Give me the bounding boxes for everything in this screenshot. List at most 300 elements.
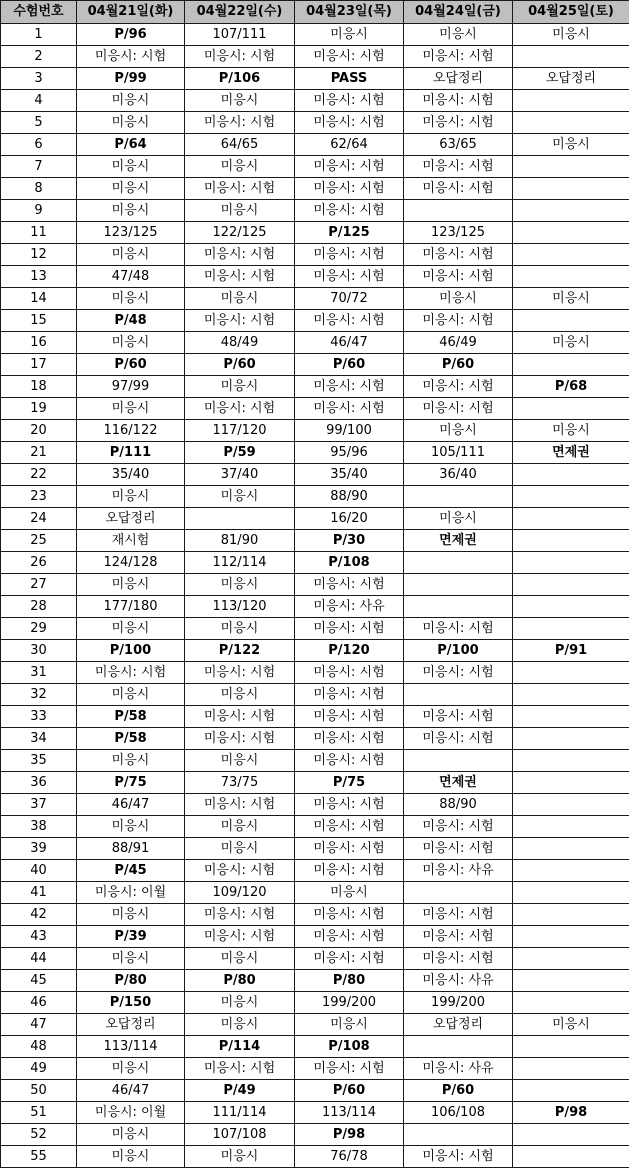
result-cell: 미응시 xyxy=(185,90,295,112)
result-cell: 미응시 xyxy=(77,574,185,596)
table-body xyxy=(1,24,629,1168)
result-cell: 미응시: 시험 xyxy=(295,178,404,200)
result-cell: 76/78 xyxy=(295,1146,404,1168)
exam-number-cell: 35 xyxy=(1,750,77,772)
table-row xyxy=(1,750,629,772)
result-cell xyxy=(404,882,513,904)
result-cell: P/75 xyxy=(77,772,185,794)
result-cell xyxy=(513,266,629,288)
result-cell xyxy=(513,310,629,332)
result-cell: P/75 xyxy=(295,772,404,794)
table-row xyxy=(1,552,629,574)
result-cell: P/106 xyxy=(185,68,295,90)
result-cell: P/58 xyxy=(77,728,185,750)
exam-number-cell: 14 xyxy=(1,288,77,310)
result-cell: 미응시: 시험 xyxy=(404,266,513,288)
result-cell xyxy=(513,244,629,266)
table-row xyxy=(1,1146,629,1168)
result-cell: 미응시 xyxy=(185,1014,295,1036)
exam-number-cell: 11 xyxy=(1,222,77,244)
result-cell: 미응시 xyxy=(295,882,404,904)
result-cell: 미응시: 시험 xyxy=(295,244,404,266)
result-cell: 면제권 xyxy=(404,530,513,552)
result-cell: 107/108 xyxy=(185,1124,295,1146)
result-cell: 미응시 xyxy=(77,1146,185,1168)
result-cell: P/39 xyxy=(77,926,185,948)
result-cell: 미응시: 시험 xyxy=(295,728,404,750)
result-cell: P/30 xyxy=(295,530,404,552)
header-date-0423: 04월23일(목) xyxy=(295,1,404,24)
exam-number-cell: 51 xyxy=(1,1102,77,1124)
result-cell: P/150 xyxy=(77,992,185,1014)
table-row xyxy=(1,90,629,112)
result-cell: 미응시: 시험 xyxy=(185,662,295,684)
table-row xyxy=(1,1058,629,1080)
result-cell: 16/20 xyxy=(295,508,404,530)
result-cell: 113/114 xyxy=(295,1102,404,1124)
result-cell: 미응시: 시험 xyxy=(295,926,404,948)
result-cell: 미응시: 시험 xyxy=(404,1146,513,1168)
result-cell xyxy=(513,596,629,618)
result-cell xyxy=(513,574,629,596)
result-cell: 35/40 xyxy=(295,464,404,486)
table-row xyxy=(1,618,629,640)
result-cell: P/80 xyxy=(185,970,295,992)
result-cell xyxy=(513,354,629,376)
result-cell xyxy=(513,728,629,750)
result-cell: 미응시 xyxy=(404,24,513,46)
result-cell: 미응시: 시험 xyxy=(77,662,185,684)
result-cell: 미응시: 시험 xyxy=(295,838,404,860)
result-cell xyxy=(404,750,513,772)
table-row xyxy=(1,1080,629,1102)
exam-number-cell: 46 xyxy=(1,992,77,1014)
table-row xyxy=(1,662,629,684)
result-cell: 미응시 xyxy=(77,816,185,838)
result-cell: 미응시: 시험 xyxy=(404,618,513,640)
table-row xyxy=(1,354,629,376)
table-row xyxy=(1,904,629,926)
result-cell: 미응시 xyxy=(185,948,295,970)
result-cell: P/98 xyxy=(295,1124,404,1146)
result-cell: 미응시 xyxy=(185,1146,295,1168)
table-row xyxy=(1,442,629,464)
result-cell: 113/120 xyxy=(185,596,295,618)
result-cell xyxy=(404,200,513,222)
exam-number-cell: 18 xyxy=(1,376,77,398)
exam-number-cell: 42 xyxy=(1,904,77,926)
result-cell xyxy=(513,222,629,244)
result-cell: 면제권 xyxy=(513,442,629,464)
result-cell: 미응시: 시험 xyxy=(185,310,295,332)
result-cell: 미응시: 시험 xyxy=(77,46,185,68)
exam-number-cell: 3 xyxy=(1,68,77,90)
result-cell: 미응시: 시험 xyxy=(295,618,404,640)
result-cell: P/60 xyxy=(185,354,295,376)
result-cell: 35/40 xyxy=(77,464,185,486)
result-cell: 미응시: 시험 xyxy=(295,816,404,838)
result-cell: P/58 xyxy=(77,706,185,728)
result-cell: 미응시: 시험 xyxy=(295,904,404,926)
exam-number-cell: 23 xyxy=(1,486,77,508)
exam-number-cell: 16 xyxy=(1,332,77,354)
result-cell: 미응시: 시험 xyxy=(404,376,513,398)
result-cell: 46/47 xyxy=(77,794,185,816)
table-row xyxy=(1,288,629,310)
result-cell xyxy=(513,948,629,970)
exam-number-cell: 5 xyxy=(1,112,77,134)
result-cell: 오답정리 xyxy=(404,1014,513,1036)
table-row xyxy=(1,134,629,156)
result-cell: P/60 xyxy=(77,354,185,376)
exam-number-cell: 8 xyxy=(1,178,77,200)
result-cell: 미응시: 시험 xyxy=(404,310,513,332)
exam-number-cell: 2 xyxy=(1,46,77,68)
result-cell: 62/64 xyxy=(295,134,404,156)
table-row xyxy=(1,1014,629,1036)
result-cell: 미응시: 시험 xyxy=(404,948,513,970)
result-cell xyxy=(513,156,629,178)
result-cell: 미응시: 시험 xyxy=(295,90,404,112)
table-row xyxy=(1,574,629,596)
result-cell: 미응시: 시험 xyxy=(185,860,295,882)
table-row xyxy=(1,728,629,750)
exam-number-cell: 25 xyxy=(1,530,77,552)
header-row xyxy=(1,1,629,24)
result-cell: 미응시 xyxy=(185,684,295,706)
result-cell: 미응시: 시험 xyxy=(185,728,295,750)
table-row xyxy=(1,530,629,552)
result-cell: 미응시 xyxy=(513,24,629,46)
result-cell: 미응시 xyxy=(77,244,185,266)
result-cell: 미응시 xyxy=(77,112,185,134)
result-cell: P/45 xyxy=(77,860,185,882)
result-cell: 47/48 xyxy=(77,266,185,288)
result-cell xyxy=(513,552,629,574)
result-cell xyxy=(404,684,513,706)
result-cell: 97/99 xyxy=(77,376,185,398)
result-cell: 미응시 xyxy=(185,750,295,772)
result-cell: P/100 xyxy=(404,640,513,662)
result-cell: 48/49 xyxy=(185,332,295,354)
result-cell: 73/75 xyxy=(185,772,295,794)
exam-number-cell: 43 xyxy=(1,926,77,948)
result-cell xyxy=(404,486,513,508)
result-cell: 199/200 xyxy=(404,992,513,1014)
result-cell: 미응시 xyxy=(77,398,185,420)
table-row xyxy=(1,508,629,530)
result-cell: 미응시: 시험 xyxy=(185,904,295,926)
result-cell: 미응시 xyxy=(77,1058,185,1080)
result-cell xyxy=(513,926,629,948)
result-cell: P/60 xyxy=(404,1080,513,1102)
result-cell: P/111 xyxy=(77,442,185,464)
table-row xyxy=(1,1102,629,1124)
result-cell xyxy=(404,552,513,574)
result-cell: 미응시: 시험 xyxy=(295,376,404,398)
result-cell: P/99 xyxy=(77,68,185,90)
result-cell: 미응시: 시험 xyxy=(185,244,295,266)
result-cell: 109/120 xyxy=(185,882,295,904)
result-cell: 미응시: 시험 xyxy=(295,310,404,332)
result-cell: P/100 xyxy=(77,640,185,662)
result-cell: 미응시: 시험 xyxy=(295,860,404,882)
result-cell: 미응시 xyxy=(404,508,513,530)
table-row xyxy=(1,398,629,420)
result-cell xyxy=(513,530,629,552)
table-row xyxy=(1,112,629,134)
table-row xyxy=(1,420,629,442)
result-cell: 미응시: 시험 xyxy=(295,156,404,178)
result-cell: P/60 xyxy=(404,354,513,376)
exam-number-cell: 40 xyxy=(1,860,77,882)
table-row xyxy=(1,816,629,838)
exam-number-cell: 28 xyxy=(1,596,77,618)
result-cell xyxy=(513,816,629,838)
result-cell: 미응시: 시험 xyxy=(404,244,513,266)
result-cell: 미응시: 사유 xyxy=(295,596,404,618)
result-cell: 111/114 xyxy=(185,1102,295,1124)
result-cell: 미응시: 시험 xyxy=(404,46,513,68)
result-cell xyxy=(513,992,629,1014)
result-cell xyxy=(513,46,629,68)
result-cell: 88/90 xyxy=(295,486,404,508)
exam-number-cell: 37 xyxy=(1,794,77,816)
result-cell: P/122 xyxy=(185,640,295,662)
result-cell: P/49 xyxy=(185,1080,295,1102)
result-cell: 37/40 xyxy=(185,464,295,486)
result-cell xyxy=(513,772,629,794)
result-cell: 70/72 xyxy=(295,288,404,310)
exam-number-cell: 38 xyxy=(1,816,77,838)
exam-number-cell: 39 xyxy=(1,838,77,860)
result-cell: 미응시: 시험 xyxy=(295,750,404,772)
header-date-0421: 04월21일(화) xyxy=(77,1,185,24)
result-cell: 미응시 xyxy=(404,420,513,442)
table-row xyxy=(1,376,629,398)
result-cell xyxy=(513,178,629,200)
result-cell: 미응시 xyxy=(77,948,185,970)
result-cell: P/108 xyxy=(295,552,404,574)
result-cell: 미응시: 시험 xyxy=(185,266,295,288)
result-cell: 미응시 xyxy=(185,486,295,508)
result-cell: 미응시: 시험 xyxy=(295,266,404,288)
result-cell: 미응시 xyxy=(185,838,295,860)
result-cell: 미응시: 시험 xyxy=(295,200,404,222)
result-cell: 미응시 xyxy=(404,288,513,310)
result-cell: 오답정리 xyxy=(77,508,185,530)
result-cell xyxy=(513,750,629,772)
result-cell: 미응시: 시험 xyxy=(404,838,513,860)
result-cell: 미응시 xyxy=(295,1014,404,1036)
table-row xyxy=(1,948,629,970)
result-cell xyxy=(513,662,629,684)
result-cell: 124/128 xyxy=(77,552,185,574)
result-cell xyxy=(513,882,629,904)
result-cell: P/60 xyxy=(295,354,404,376)
result-cell: 미응시 xyxy=(185,288,295,310)
exam-number-cell: 41 xyxy=(1,882,77,904)
result-cell: 미응시: 시험 xyxy=(185,112,295,134)
result-cell: 122/125 xyxy=(185,222,295,244)
result-cell: 미응시: 시험 xyxy=(185,926,295,948)
result-cell: 재시험 xyxy=(77,530,185,552)
result-cell xyxy=(404,1124,513,1146)
result-cell: 미응시: 시험 xyxy=(295,398,404,420)
header-date-0425: 04월25일(토) xyxy=(513,1,629,24)
table-row xyxy=(1,486,629,508)
result-cell: 오답정리 xyxy=(404,68,513,90)
result-cell: 미응시 xyxy=(77,750,185,772)
result-cell: 면제권 xyxy=(404,772,513,794)
exam-number-cell: 47 xyxy=(1,1014,77,1036)
result-cell: P/114 xyxy=(185,1036,295,1058)
exam-number-cell: 52 xyxy=(1,1124,77,1146)
result-cell: 미응시 xyxy=(185,992,295,1014)
result-cell: P/125 xyxy=(295,222,404,244)
result-cell: 미응시 xyxy=(77,90,185,112)
result-cell xyxy=(513,860,629,882)
result-cell: 미응시 xyxy=(77,618,185,640)
result-cell: 미응시: 시험 xyxy=(295,706,404,728)
exam-number-cell: 26 xyxy=(1,552,77,574)
result-cell: 미응시: 시험 xyxy=(404,706,513,728)
table-row xyxy=(1,970,629,992)
result-cell: 미응시: 이월 xyxy=(77,1102,185,1124)
exam-number-cell: 29 xyxy=(1,618,77,640)
result-cell: 미응시 xyxy=(77,904,185,926)
result-cell: P/91 xyxy=(513,640,629,662)
result-cell: 199/200 xyxy=(295,992,404,1014)
result-cell: P/60 xyxy=(295,1080,404,1102)
result-cell: 미응시 xyxy=(77,684,185,706)
result-cell: 미응시: 시험 xyxy=(295,46,404,68)
result-cell: 미응시: 시험 xyxy=(295,794,404,816)
result-cell: 미응시 xyxy=(77,332,185,354)
result-cell: 미응시: 시험 xyxy=(185,46,295,68)
result-cell: 오답정리 xyxy=(513,68,629,90)
result-cell: P/98 xyxy=(513,1102,629,1124)
result-cell: 36/40 xyxy=(404,464,513,486)
table-row xyxy=(1,266,629,288)
result-cell: 미응시 xyxy=(513,332,629,354)
result-cell: P/80 xyxy=(77,970,185,992)
result-cell: 미응시: 시험 xyxy=(185,398,295,420)
result-cell: 116/122 xyxy=(77,420,185,442)
exam-number-cell: 13 xyxy=(1,266,77,288)
result-cell xyxy=(513,684,629,706)
result-cell: 88/91 xyxy=(77,838,185,860)
table-row xyxy=(1,706,629,728)
result-cell: 미응시 xyxy=(77,156,185,178)
result-cell: 미응시 xyxy=(185,376,295,398)
table-row xyxy=(1,838,629,860)
result-cell xyxy=(185,508,295,530)
header-date-0424: 04월24일(금) xyxy=(404,1,513,24)
table-row xyxy=(1,596,629,618)
result-cell xyxy=(513,486,629,508)
result-cell xyxy=(513,200,629,222)
table-row xyxy=(1,46,629,68)
result-cell: 미응시: 시험 xyxy=(295,574,404,596)
exam-number-cell: 44 xyxy=(1,948,77,970)
result-cell xyxy=(513,1124,629,1146)
result-cell xyxy=(513,1058,629,1080)
result-cell: 113/114 xyxy=(77,1036,185,1058)
result-cell: 미응시: 시험 xyxy=(295,662,404,684)
result-cell: 88/90 xyxy=(404,794,513,816)
result-cell xyxy=(513,706,629,728)
header-date-0422: 04월22일(수) xyxy=(185,1,295,24)
result-cell: P/48 xyxy=(77,310,185,332)
result-cell: 미응시 xyxy=(185,200,295,222)
exam-number-cell: 48 xyxy=(1,1036,77,1058)
result-cell: 미응시: 시험 xyxy=(404,156,513,178)
result-cell xyxy=(513,794,629,816)
table-row xyxy=(1,926,629,948)
result-cell: 미응시: 시험 xyxy=(295,684,404,706)
exam-number-cell: 12 xyxy=(1,244,77,266)
result-cell: P/80 xyxy=(295,970,404,992)
result-cell: PASS xyxy=(295,68,404,90)
result-cell xyxy=(513,970,629,992)
table-row xyxy=(1,244,629,266)
table-row xyxy=(1,1124,629,1146)
exam-number-cell: 31 xyxy=(1,662,77,684)
table-row xyxy=(1,684,629,706)
result-cell: 미응시: 시험 xyxy=(404,178,513,200)
table-row xyxy=(1,464,629,486)
table-row xyxy=(1,222,629,244)
result-cell: 미응시 xyxy=(185,156,295,178)
result-cell xyxy=(404,1036,513,1058)
table-row xyxy=(1,200,629,222)
result-cell xyxy=(513,904,629,926)
result-cell xyxy=(513,112,629,134)
exam-number-cell: 15 xyxy=(1,310,77,332)
exam-number-cell: 7 xyxy=(1,156,77,178)
result-cell: P/68 xyxy=(513,376,629,398)
result-cell xyxy=(513,618,629,640)
exam-number-cell: 33 xyxy=(1,706,77,728)
exam-number-cell: 21 xyxy=(1,442,77,464)
result-cell: 미응시: 시험 xyxy=(295,112,404,134)
exam-number-cell: 50 xyxy=(1,1080,77,1102)
exam-number-cell: 45 xyxy=(1,970,77,992)
result-cell: 미응시 xyxy=(77,486,185,508)
result-cell: 미응시 xyxy=(77,178,185,200)
result-cell: 미응시: 사유 xyxy=(404,970,513,992)
result-cell: 46/49 xyxy=(404,332,513,354)
exam-number-cell: 24 xyxy=(1,508,77,530)
result-cell: P/59 xyxy=(185,442,295,464)
result-cell xyxy=(404,574,513,596)
header-exam-number: 수험번호 xyxy=(1,1,77,24)
exam-number-cell: 49 xyxy=(1,1058,77,1080)
exam-number-cell: 22 xyxy=(1,464,77,486)
exam-number-cell: 20 xyxy=(1,420,77,442)
result-cell: 99/100 xyxy=(295,420,404,442)
result-cell: 미응시: 시험 xyxy=(404,112,513,134)
table-row xyxy=(1,860,629,882)
table-row xyxy=(1,310,629,332)
result-cell xyxy=(513,464,629,486)
exam-number-cell: 9 xyxy=(1,200,77,222)
result-cell: 미응시: 시험 xyxy=(404,728,513,750)
result-cell xyxy=(513,1146,629,1168)
result-cell: 미응시 xyxy=(185,816,295,838)
result-cell: 105/111 xyxy=(404,442,513,464)
